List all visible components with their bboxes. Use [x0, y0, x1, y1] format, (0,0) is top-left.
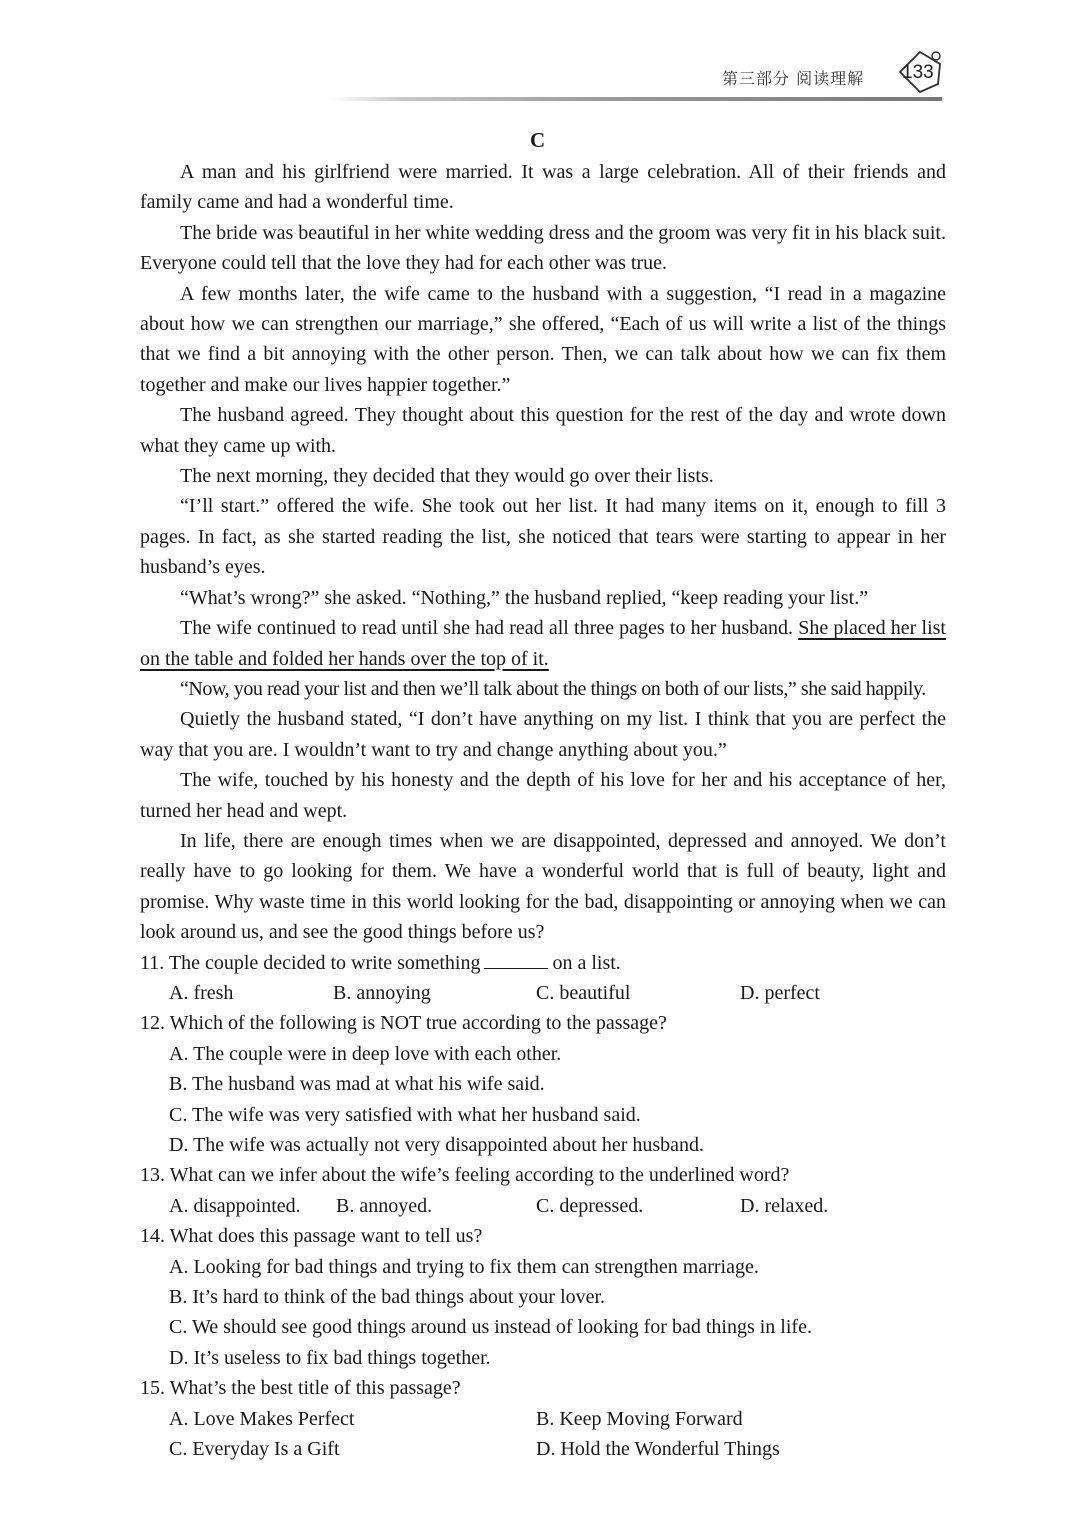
- question-stem: 14. What does this passage want to tell us?: [140, 1225, 483, 1248]
- paragraph: The husband agreed. They thought about this question for the rest of the day and wrote down what they came up with.: [140, 404, 946, 457]
- cropped-footer-text: [640, 1492, 870, 1500]
- option-c[interactable]: C. Everyday Is a Gift: [169, 1438, 340, 1461]
- options-row: [140, 978, 946, 1008]
- option-c[interactable]: C. beautiful: [536, 981, 631, 1004]
- page-number: 133: [902, 62, 934, 83]
- paragraph: “What’s wrong?” she asked. “Nothing,” the husband replied, “keep reading your list.”: [180, 586, 869, 609]
- option-d[interactable]: D. Hold the Wonderful Things: [536, 1438, 780, 1461]
- question-stem: 12. Which of the following is NOT true according to the passage?: [140, 1012, 667, 1035]
- question-12: [140, 1008, 946, 1160]
- paragraph: [140, 613, 946, 674]
- option-b[interactable]: B. It’s hard to think of the bad things about your lover.: [169, 1286, 606, 1309]
- option-d[interactable]: D. It’s useless to fix bad things together.: [169, 1346, 491, 1369]
- question-stem: 15. What’s the best title of this passage?: [140, 1377, 461, 1400]
- underlined-sentence: She placed her list on the table and folded her hands over the top of it.: [140, 617, 946, 670]
- header-rule: [330, 97, 942, 101]
- question-stem-text: on a list.: [552, 951, 621, 974]
- passage-letter: C: [530, 128, 546, 152]
- question-11: [140, 948, 946, 1009]
- option-a[interactable]: A. The couple were in deep love with each other.: [169, 1042, 562, 1065]
- option-d[interactable]: D. relaxed.: [740, 1194, 829, 1217]
- paragraph: The bride was beautiful in her white wedding dress and the groom was very fit in his black suit. Everyone could tell that the love they had for each other was true.: [140, 221, 946, 275]
- paragraph: The wife, touched by his honesty and the depth of his love for her and his acceptance of her, turned her head and wept.: [140, 769, 946, 822]
- paragraph: The next morning, they decided that they would go over their lists.: [180, 465, 714, 488]
- option-b[interactable]: B. annoying: [333, 981, 431, 1004]
- option-b[interactable]: B. Keep Moving Forward: [536, 1407, 743, 1430]
- option-c[interactable]: C. depressed.: [536, 1194, 644, 1217]
- question-stem: 13. What can we infer about the wife’s feeling according to the underlined word?: [140, 1164, 790, 1187]
- option-b[interactable]: B. The husband was mad at what his wife said.: [169, 1073, 545, 1096]
- paragraph-text: The wife continued to read until she had read all three pages to her husband.: [180, 617, 799, 640]
- option-a[interactable]: A. Looking for bad things and trying to fix them can strengthen marriage.: [169, 1255, 759, 1278]
- option-c[interactable]: C. The wife was very satisfied with what her husband said.: [169, 1103, 641, 1126]
- option-b[interactable]: B. annoyed.: [336, 1194, 433, 1217]
- paragraph: Quietly the husband stated, “I don’t have anything on my list. I think that you are perfect the way that you are. I wouldn’t want to try and change anything about you.”: [140, 708, 946, 761]
- answer-blank: [484, 950, 548, 969]
- paragraph: A man and his girlfriend were married. It was a large celebration. All of their friends and family came and had a wonderful time.: [140, 161, 946, 214]
- option-c[interactable]: C. We should see good things around us instead of looking for bad things in life.: [169, 1316, 812, 1339]
- option-a[interactable]: A. Love Makes Perfect: [169, 1407, 355, 1430]
- question-stem: [140, 948, 946, 978]
- section-header: 第三部分 阅读理解: [722, 69, 865, 88]
- option-d[interactable]: D. The wife was actually not very disappointed about her husband.: [169, 1134, 705, 1156]
- question-13: [140, 1160, 946, 1221]
- paragraph: A few months later, the wife came to the husband with a suggestion, “I read in a magazine about how we can strengthen our marriage,” she offered, “Each of us will write a list of the things that we find a bit annoying with the other person. Then, we can talk about how we can fix them together and make our lives happier together.”: [140, 282, 946, 396]
- option-a[interactable]: A. disappointed.: [169, 1194, 301, 1217]
- options-grid: [140, 1404, 946, 1465]
- question-stem-text: 11. The couple decided to write something: [140, 951, 481, 974]
- question-14: [140, 1221, 946, 1373]
- passage-body: [140, 157, 946, 1464]
- paragraph: “Now, you read your list and then we’ll talk about the things on both of our lists,” she said happily.: [180, 677, 926, 700]
- option-a[interactable]: A. fresh: [169, 981, 234, 1004]
- options-row: [140, 1191, 946, 1221]
- question-15: [140, 1373, 946, 1464]
- paragraph: “I’ll start.” offered the wife. She took out her list. It had many items on it, enough to fill 3 pages. In fact, as she started reading the list, she noticed that tears were starting to appear in her husband’s eyes.: [140, 495, 946, 579]
- option-d[interactable]: D. perfect: [740, 981, 820, 1004]
- paragraph: In life, there are enough times when we are disappointed, depressed and annoyed. We don’t really have to go looking for them. We have a wonderful world that is full of beauty, light and promise. Why waste time in this world looking for the bad, disappointing or annoying when we can look around us, and see the good things before us?: [140, 829, 946, 944]
